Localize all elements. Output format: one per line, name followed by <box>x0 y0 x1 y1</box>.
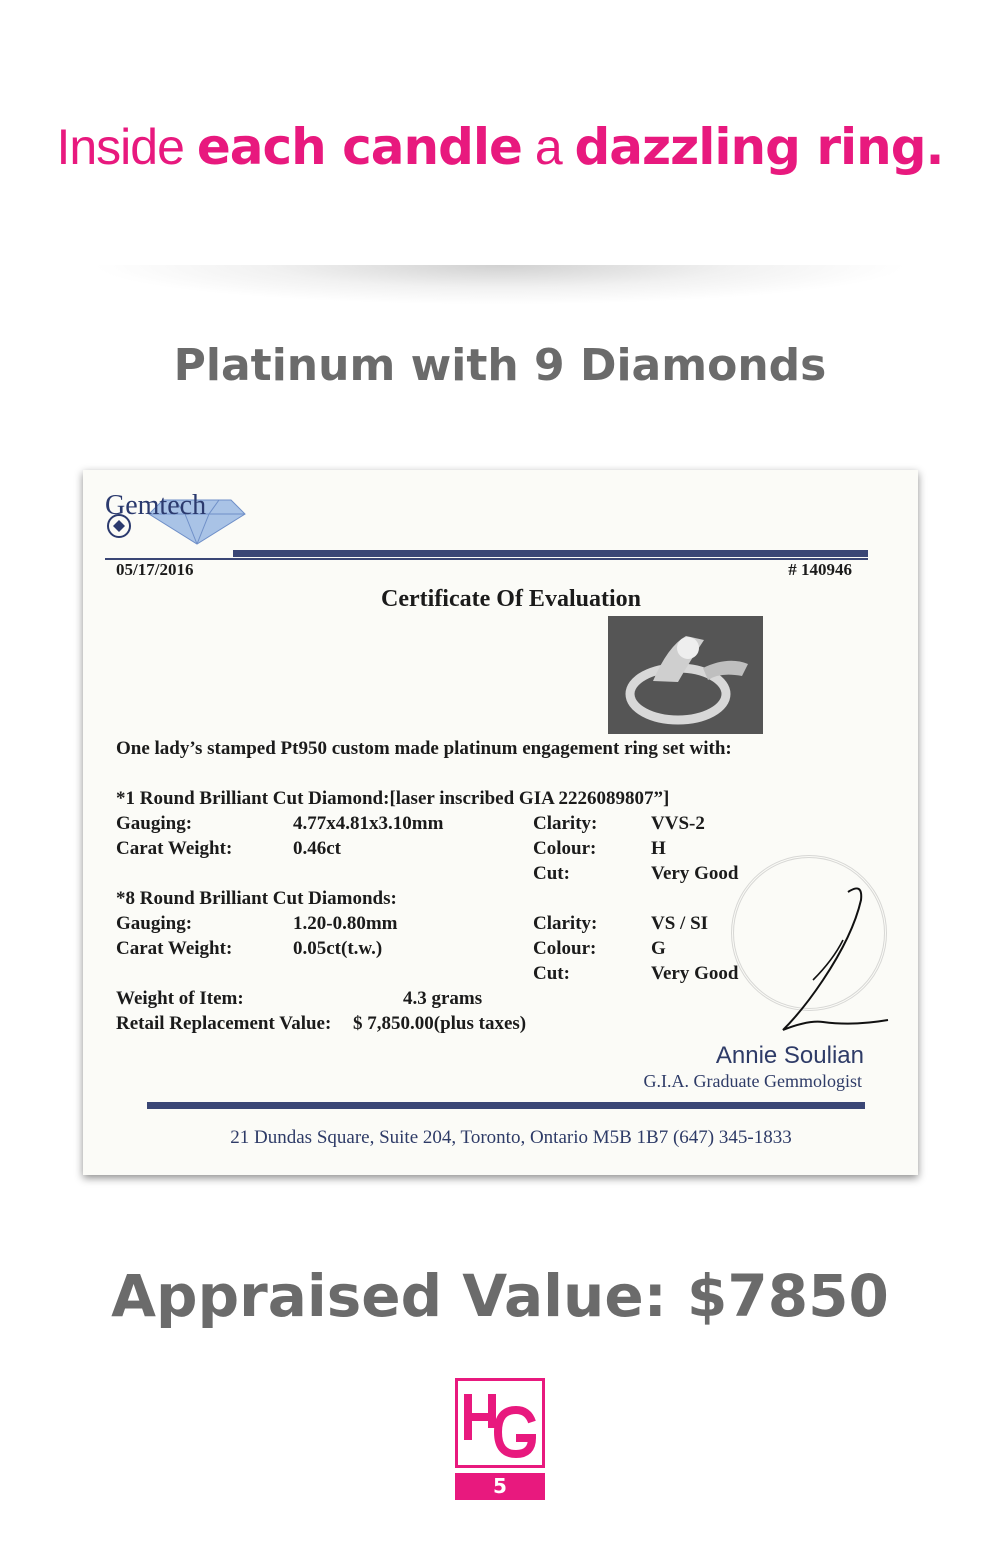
certificate-number: # 140946 <box>788 560 852 579</box>
side-clarity-label: Clarity: <box>533 913 598 934</box>
signature-icon <box>753 880 893 1040</box>
footer-rule <box>147 1102 865 1109</box>
center-gauging-label: Gauging: <box>116 813 193 834</box>
divider-shadow <box>90 265 910 305</box>
center-clarity-value: VVS-2 <box>651 813 705 834</box>
signer-title: G.I.A. Graduate Gemmologist <box>643 1071 862 1091</box>
replacement-value: $ 7,850.00(plus taxes) <box>353 1013 527 1034</box>
center-carat-label: Carat Weight: <box>116 838 233 859</box>
certificate-image <box>83 470 918 1175</box>
header-rule <box>233 550 868 557</box>
page-number: 5 <box>455 1473 545 1500</box>
weight-label: Weight of Item: <box>116 988 244 1009</box>
side-gauging-value: 1.20-0.80mm <box>293 913 398 934</box>
headline-part-1: Inside <box>56 119 197 175</box>
headline-part-3: a <box>521 119 575 175</box>
side-cut-value: Very Good <box>651 963 739 984</box>
subheading: Platinum with 9 Diamonds <box>173 340 827 391</box>
hg-logo <box>455 1378 545 1500</box>
side-carat-value: 0.05ct(t.w.) <box>293 938 383 959</box>
certificate-date: 05/17/2016 <box>116 560 194 579</box>
center-colour-value: H <box>651 838 666 859</box>
side-carat-label: Carat Weight: <box>116 938 233 959</box>
appraised-value: Appraised Value: $7850 <box>111 1262 889 1330</box>
side-cut-label: Cut: <box>533 963 570 984</box>
center-cut-label: Cut: <box>533 863 570 884</box>
side-colour-label: Colour: <box>533 938 597 959</box>
headline-part-4: dazzling ring. <box>574 118 944 176</box>
hg-logo-icon <box>458 1380 542 1464</box>
center-stone-heading: *1 Round Brilliant Cut Diamond:[laser inscribed GIA 2226089807”] <box>116 788 670 809</box>
gemtech-logo-text: Gemtech <box>105 490 207 521</box>
side-gauging-label: Gauging: <box>116 913 193 934</box>
side-clarity-value: VS / SI <box>651 913 709 934</box>
center-clarity-label: Clarity: <box>533 813 598 834</box>
company-address: 21 Dundas Square, Suite 204, Toronto, Ontario M5B 1B7 (647) 345-1833 <box>230 1127 792 1148</box>
replacement-value-label: Retail Replacement Value: <box>116 1013 332 1034</box>
headline <box>0 118 1000 176</box>
center-gauging-value: 4.77x4.81x3.10mm <box>293 813 444 834</box>
side-stones-heading: *8 Round Brilliant Cut Diamonds: <box>116 888 397 909</box>
header-rule-thin <box>105 558 868 560</box>
certificate-title: Certificate Of Evaluation <box>381 586 641 612</box>
ring-photo <box>608 616 763 734</box>
side-colour-value: G <box>651 938 666 959</box>
center-cut-value: Very Good <box>651 863 739 884</box>
signer-name: Annie Soulian <box>715 1042 864 1069</box>
center-carat-value: 0.46ct <box>293 838 342 859</box>
ring-description: One lady’s stamped Pt950 custom made platinum engagement ring set with: <box>116 738 732 759</box>
headline-part-2: each candle <box>196 118 522 176</box>
center-colour-label: Colour: <box>533 838 597 859</box>
weight-value: 4.3 grams <box>403 988 483 1009</box>
